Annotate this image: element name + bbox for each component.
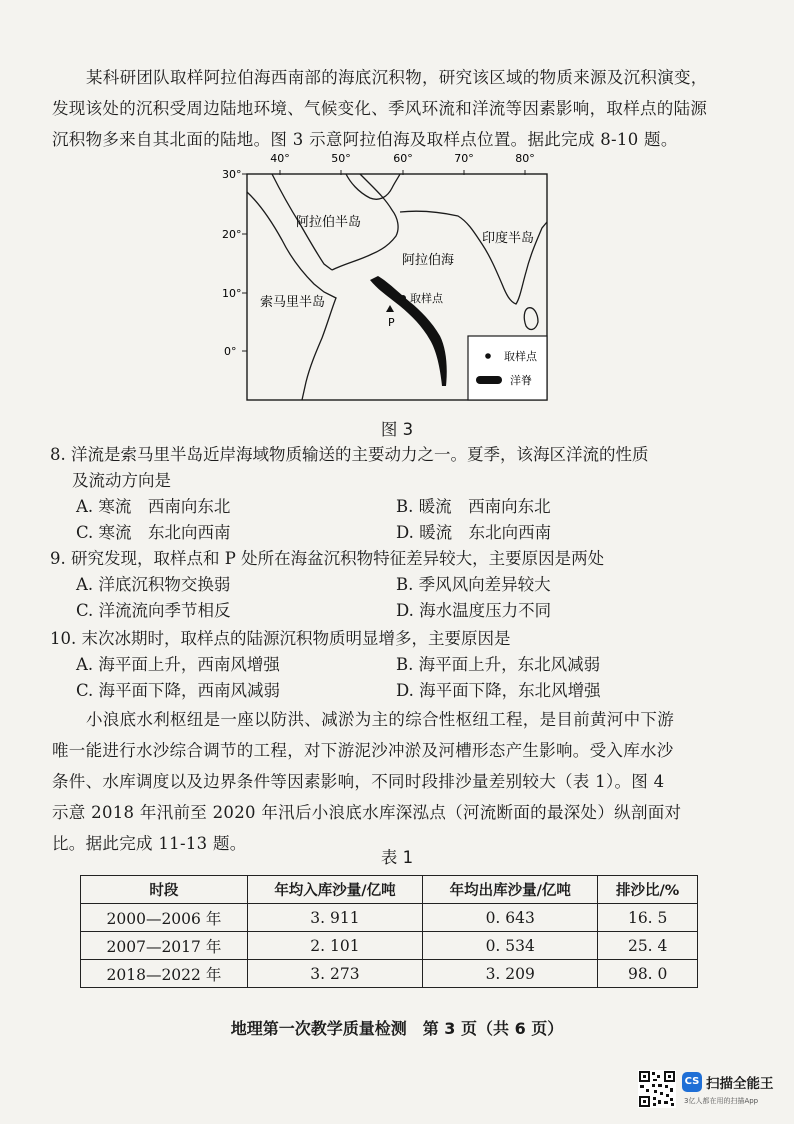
watermark-subtitle: 3亿人都在用的扫描App [684, 1097, 759, 1105]
lon-label: 50° [331, 152, 351, 165]
option-b: B. 季风风向差异较大 [396, 575, 551, 594]
legend-sample-point-symbol [485, 353, 491, 359]
sample-point-label: 取样点 [410, 292, 443, 305]
table-header-cell: 年均出库沙量/亿吨 [423, 876, 598, 904]
question-options [50, 572, 760, 624]
table-row [81, 904, 698, 932]
table-cell: 0. 643 [423, 904, 598, 932]
question-10 [50, 626, 760, 704]
table-row [81, 960, 698, 988]
somali-peninsula-label: 索马里半岛 [260, 295, 326, 310]
intro-line: 沉积物多来自其北面的陆地。图 3 示意阿拉伯海及取样点位置。据此完成 8-10 题。 [52, 130, 678, 149]
lat-label: 20° [222, 228, 242, 241]
p-point-label: P [388, 316, 395, 329]
intro-line: 唯一能进行水沙综合调节的工程，对下游泥沙冲淤及河槽形态产生影响。受入库水沙 [52, 741, 674, 760]
table-1 [80, 875, 698, 988]
lat-label: 30° [222, 168, 242, 181]
table-cell: 0. 534 [423, 932, 598, 960]
lon-label: 70° [454, 152, 474, 165]
table-1-caption: 表 1 [380, 848, 414, 867]
question-stem: 9. 研究发现，取样点和 P 处所在海盆沉积物特征差异较大，主要原因是两处 [50, 549, 605, 568]
lon-label: 80° [515, 152, 535, 165]
option-c: C. 寒流 东北向西南 [76, 523, 231, 542]
intro-line: 某科研团队取样阿拉伯海西南部的海底沉积物，研究该区域的物质来源及沉积演变， [86, 68, 708, 87]
option-c: C. 洋流流向季节相反 [76, 601, 231, 620]
intro-paragraph-8-10 [52, 62, 752, 155]
table-cell: 2000—2006 年 [81, 904, 248, 932]
legend-ridge-symbol [476, 376, 502, 384]
table-cell: 2. 101 [247, 932, 422, 960]
lat-label: 0° [224, 345, 237, 358]
question-options [50, 494, 760, 546]
option-a: A. 洋底沉积物交换弱 [76, 575, 231, 594]
page-footer: 地理第一次教学质量检测 第 3 页（共 6 页） [230, 1019, 564, 1038]
table-cell: 2018—2022 年 [81, 960, 248, 988]
table-cell: 3. 273 [247, 960, 422, 988]
option-d: D. 海平面下降，东北风增强 [396, 681, 601, 700]
intro-line: 示意 2018 年汛前至 2020 年汛后小浪底水库深泓点（河流断面的最深处）纵剖面对 [52, 803, 682, 822]
question-stem: 及流动方向是 [72, 471, 171, 490]
table-header-cell: 年均入库沙量/亿吨 [247, 876, 422, 904]
legend-sample-point-label: 取样点 [504, 350, 537, 363]
lon-label: 40° [270, 152, 290, 165]
lon-label: 60° [393, 152, 413, 165]
arabian-sea-label: 阿拉伯海 [402, 253, 455, 268]
option-b: B. 海平面上升，东北风减弱 [396, 655, 601, 674]
question-options [50, 652, 760, 704]
question-stem: 10. 末次冰期时，取样点的陆源沉积物质明显增多，主要原因是 [50, 629, 511, 648]
intro-line: 条件、水库调度以及边界条件等因素影响，不同时段排沙量差别较大（表 1）。图 4 [52, 772, 665, 791]
cs-logo-icon: CS [682, 1072, 702, 1092]
intro-line: 小浪底水利枢纽是一座以防洪、减淤为主的综合性枢纽工程，是目前黄河中下游 [86, 710, 674, 729]
arabian-peninsula-label: 阿拉伯半岛 [296, 215, 362, 230]
intro-line: 发现该处的沉积受周边陆地环境、气候变化、季风环流和洋流等因素影响，取样点的陆源 [52, 99, 708, 118]
legend-ridge-label: 洋脊 [510, 374, 532, 387]
sample-point-marker [400, 295, 406, 301]
question-stem: 8. 洋流是索马里半岛近岸海域物质输送的主要动力之一。夏季，该海区洋流的性质 [50, 445, 649, 464]
watermark-title: 扫描全能王 [706, 1076, 774, 1092]
intro-paragraph-11-13 [52, 704, 752, 859]
table-cell: 16. 5 [598, 904, 698, 932]
option-c: C. 海平面下降，西南风减弱 [76, 681, 281, 700]
p-point-marker [386, 305, 394, 312]
option-b: B. 暖流 西南向东北 [396, 497, 551, 516]
table-header-cell: 排沙比/% [598, 876, 698, 904]
map-legend [468, 336, 547, 400]
table-cell: 25. 4 [598, 932, 698, 960]
intro-line: 比。据此完成 11-13 题。 [52, 834, 247, 853]
figure-3-caption: 图 3 [380, 420, 414, 439]
table-cell: 2007—2017 年 [81, 932, 248, 960]
table-cell: 98. 0 [598, 960, 698, 988]
question-9 [50, 546, 760, 624]
table-header-row [81, 876, 698, 904]
lat-label: 10° [222, 287, 242, 300]
scanner-watermark [638, 1070, 788, 1114]
table-header-cell: 时段 [81, 876, 248, 904]
indian-peninsula-label: 印度半岛 [482, 231, 535, 246]
figure-3-map [220, 152, 560, 412]
table-cell: 3. 209 [423, 960, 598, 988]
option-a: A. 寒流 西南向东北 [76, 497, 231, 516]
option-d: D. 暖流 东北向西南 [396, 523, 552, 542]
option-d: D. 海水温度压力不同 [396, 601, 552, 620]
table-row [81, 932, 698, 960]
table-cell: 3. 911 [247, 904, 422, 932]
question-8 [50, 442, 760, 546]
option-a: A. 海平面上升，西南风增强 [76, 655, 280, 674]
qr-code-icon [638, 1070, 676, 1108]
